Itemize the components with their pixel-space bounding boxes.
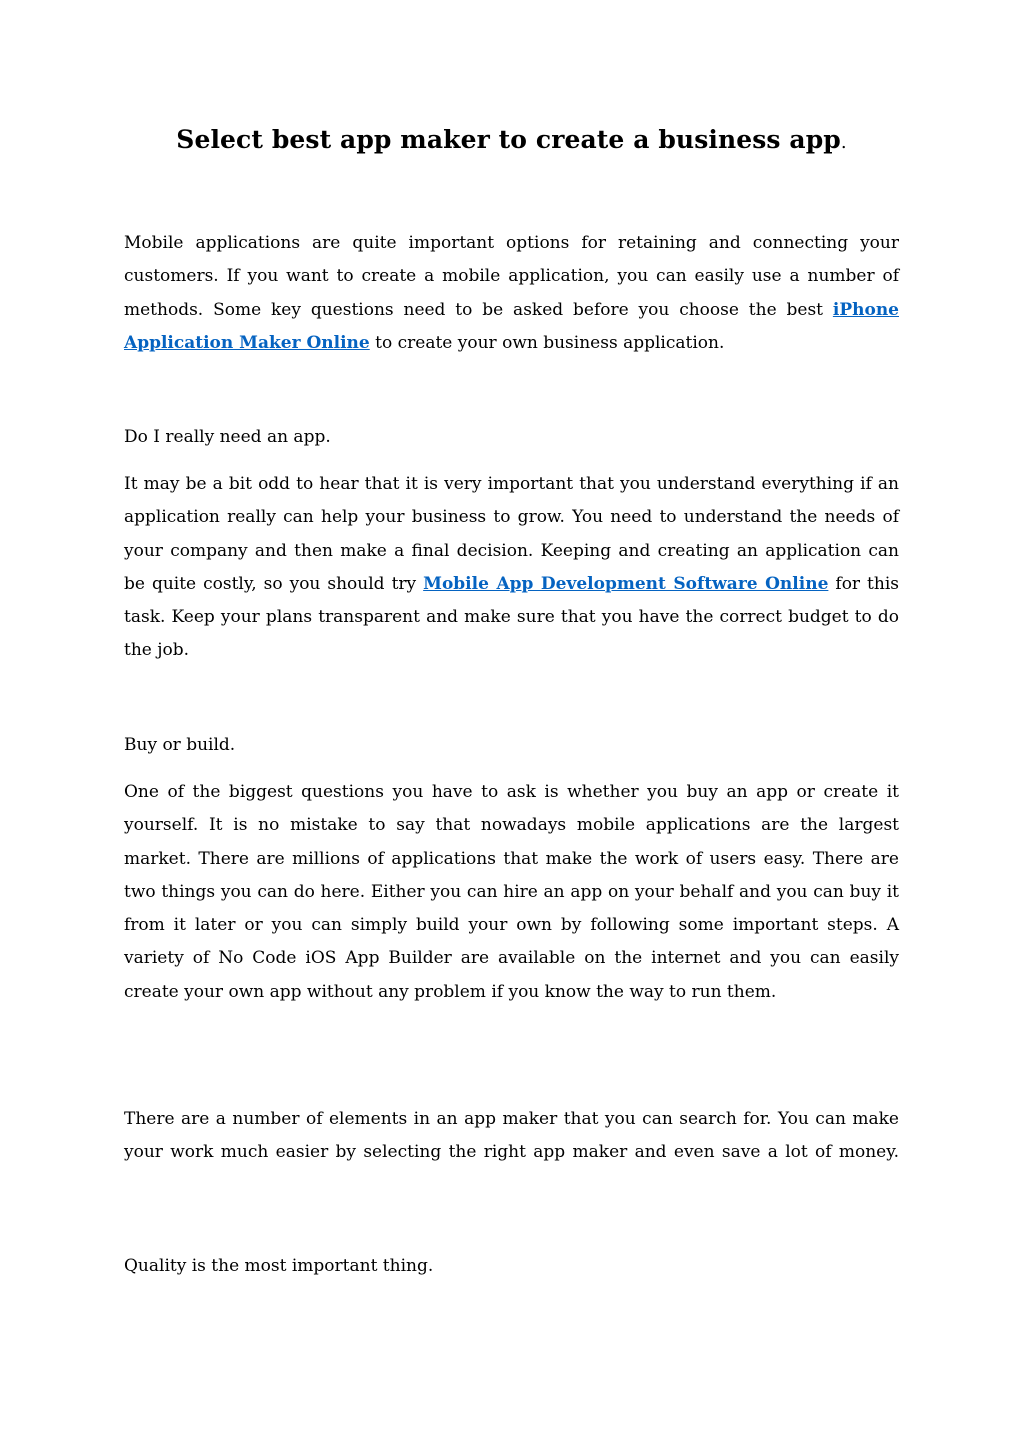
- intro-text-before-link: Mobile applications are quite important options for retaining and connecting your customers. If you want to create a mobile application, you can easily use a number of methods. Some key questions need to be asked before you choose the best: [124, 233, 899, 320]
- app-maker-elements-paragraph: There are a number of elements in an app maker that you can search for. You can make your work much easier by selecting the right app maker and even save a lot of money.: [124, 1109, 899, 1163]
- intro-paragraph: [124, 227, 899, 360]
- section-heading-need-app: Do I really need an app.: [124, 427, 331, 447]
- document-title: [0, 122, 1023, 161]
- intro-text-after-link: to create your own business application.: [369, 332, 725, 353]
- need-app-text-after-link: for this task. Keep your plans transparent and make sure that you have the correct budget to do the job.: [124, 573, 899, 661]
- document-title-period: .: [840, 132, 847, 153]
- need-app-paragraph: [124, 468, 899, 668]
- buy-or-build-paragraph: One of the biggest questions you have to ask is whether you buy an app or create it yourself. It is no mistake to say that nowadays mobile applications are the largest market. There are millions of applications that make the work of users easy. There are two things you can do here. Either you can hire an app on your behalf and you can buy it from it later or you can simply build your own by following some important steps. A variety of No Code iOS App Builder are available on the internet and you can easily create your own app without any problem if you know the way to run them.: [124, 782, 899, 1002]
- mobile-app-development-software-link[interactable]: Mobile App Development Software Online: [423, 573, 829, 594]
- section-heading-buy-or-build: Buy or build.: [124, 735, 236, 755]
- section-heading-quality: Quality is the most important thing.: [124, 1256, 434, 1276]
- document-title-text: Select best app maker to create a business app: [176, 125, 841, 154]
- iphone-application-maker-link[interactable]: iPhone Application Maker Online: [124, 299, 899, 353]
- need-app-text-before-link: It may be a bit odd to hear that it is very important that you understand everything if an application really can help your business to grow. You need to understand the needs of your company and then make a final decision. Keeping and creating an application can be quite costly, so you should try: [124, 474, 899, 594]
